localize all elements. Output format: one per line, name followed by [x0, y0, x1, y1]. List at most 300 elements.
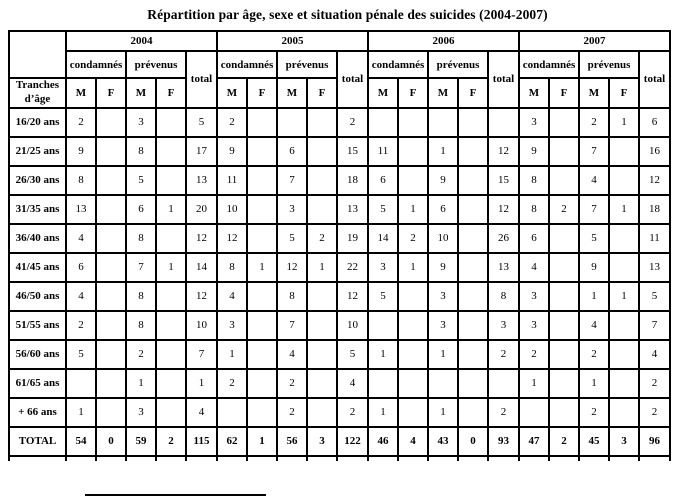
data-cell: 10 [428, 224, 458, 253]
data-cell: 6 [277, 137, 307, 166]
data-cell [307, 369, 337, 398]
table-row [9, 195, 670, 224]
age-row-label: 26/30 ans [9, 166, 66, 195]
data-cell: 9 [579, 253, 609, 282]
data-cell: 18 [639, 195, 670, 224]
data-cell: 2 [66, 108, 96, 137]
data-cell [66, 369, 96, 398]
data-cell [307, 398, 337, 427]
data-cell: 2 [337, 108, 368, 137]
data-cell: 2 [277, 398, 307, 427]
partial-cell [66, 456, 96, 461]
data-cell: 7 [579, 195, 609, 224]
total-row [9, 427, 670, 456]
data-cell: 8 [277, 282, 307, 311]
data-cell [398, 340, 428, 369]
data-cell [398, 311, 428, 340]
year-header: 2006 [368, 31, 519, 51]
page-title: Répartition par âge, sexe et situation pénale des suicides (2004-2007) [147, 7, 548, 22]
data-cell: 5 [639, 282, 670, 311]
year-header: 2004 [66, 31, 217, 51]
data-cell: 4 [217, 282, 247, 311]
data-cell: 1 [609, 195, 639, 224]
data-cell: 7 [186, 340, 217, 369]
data-cell [96, 282, 126, 311]
data-cell: 13 [337, 195, 368, 224]
data-cell [609, 253, 639, 282]
total-cell: 3 [307, 427, 337, 456]
data-cell: 4 [639, 340, 670, 369]
partial-cell [579, 456, 609, 461]
data-cell: 3 [126, 398, 156, 427]
data-cell: 7 [277, 311, 307, 340]
data-cell [247, 195, 277, 224]
data-cell: 2 [549, 195, 579, 224]
data-cell: 1 [66, 398, 96, 427]
data-cell: 2 [579, 398, 609, 427]
total-column-header: total [488, 51, 519, 108]
data-cell: 8 [519, 166, 549, 195]
data-cell: 2 [398, 224, 428, 253]
data-cell: 6 [519, 224, 549, 253]
data-cell: 9 [217, 137, 247, 166]
total-cell: 54 [66, 427, 96, 456]
data-cell [96, 369, 126, 398]
data-cell [458, 195, 488, 224]
data-cell: 13 [66, 195, 96, 224]
data-cell: 13 [488, 253, 519, 282]
data-cell [549, 311, 579, 340]
data-cell [609, 311, 639, 340]
data-cell [458, 398, 488, 427]
data-cell [488, 369, 519, 398]
data-cell: 7 [277, 166, 307, 195]
data-cell [609, 340, 639, 369]
data-cell [458, 166, 488, 195]
data-cell: 11 [217, 166, 247, 195]
data-cell [458, 369, 488, 398]
data-cell: 7 [579, 137, 609, 166]
data-cell [247, 108, 277, 137]
partial-cell [639, 456, 670, 461]
total-cell: 47 [519, 427, 549, 456]
data-cell: 3 [126, 108, 156, 137]
data-cell: 8 [126, 311, 156, 340]
data-cell: 8 [217, 253, 247, 282]
data-cell: 12 [217, 224, 247, 253]
data-cell: 2 [217, 369, 247, 398]
sex-column-header: M [519, 78, 549, 108]
data-cell: 3 [519, 282, 549, 311]
data-cell: 9 [428, 166, 458, 195]
data-cell: 4 [337, 369, 368, 398]
partial-cell [519, 456, 549, 461]
sex-column-header: F [96, 78, 126, 108]
total-cell: 115 [186, 427, 217, 456]
data-cell: 11 [368, 137, 398, 166]
data-cell [549, 253, 579, 282]
data-cell [96, 253, 126, 282]
data-cell [307, 340, 337, 369]
table-row [9, 166, 670, 195]
data-cell [217, 398, 247, 427]
data-cell: 8 [519, 195, 549, 224]
subgroup-header-condamnes: condamnés [66, 51, 126, 78]
data-cell [368, 311, 398, 340]
data-cell: 6 [368, 166, 398, 195]
data-cell: 12 [639, 166, 670, 195]
data-cell [156, 137, 186, 166]
data-cell: 6 [428, 195, 458, 224]
data-cell: 2 [579, 108, 609, 137]
data-cell: 2 [66, 311, 96, 340]
data-cell [458, 224, 488, 253]
data-cell [307, 195, 337, 224]
data-cell [96, 166, 126, 195]
data-cell: 5 [368, 195, 398, 224]
data-cell: 5 [337, 340, 368, 369]
data-cell [307, 108, 337, 137]
data-cell: 6 [126, 195, 156, 224]
data-cell: 17 [186, 137, 217, 166]
data-cell: 8 [126, 224, 156, 253]
table-row [9, 253, 670, 282]
total-cell: 0 [96, 427, 126, 456]
data-cell: 5 [186, 108, 217, 137]
data-cell: 2 [126, 340, 156, 369]
partial-cell [96, 456, 126, 461]
data-cell: 8 [488, 282, 519, 311]
partial-cell [398, 456, 428, 461]
data-cell [156, 282, 186, 311]
data-cell: 4 [579, 311, 609, 340]
data-cell: 14 [186, 253, 217, 282]
data-cell: 5 [66, 340, 96, 369]
data-cell: 4 [579, 166, 609, 195]
data-cell [458, 282, 488, 311]
data-cell: 15 [488, 166, 519, 195]
data-cell [368, 108, 398, 137]
data-cell: 2 [579, 340, 609, 369]
data-cell: 4 [186, 398, 217, 427]
data-cell: 5 [126, 166, 156, 195]
total-cell: 4 [398, 427, 428, 456]
sex-column-header: F [609, 78, 639, 108]
year-header: 2005 [217, 31, 368, 51]
data-cell [277, 108, 307, 137]
total-cell: 2 [549, 427, 579, 456]
total-column-header: total [186, 51, 217, 108]
data-cell [549, 340, 579, 369]
total-cell: 62 [217, 427, 247, 456]
age-row-label: 21/25 ans [9, 137, 66, 166]
data-cell: 7 [126, 253, 156, 282]
data-cell [96, 398, 126, 427]
age-row-label: 61/65 ans [9, 369, 66, 398]
subgroup-header-condamnes: condamnés [368, 51, 428, 78]
data-cell: 12 [277, 253, 307, 282]
data-cell [247, 224, 277, 253]
partial-cell [549, 456, 579, 461]
data-cell: 1 [186, 369, 217, 398]
sex-column-header: F [549, 78, 579, 108]
data-cell: 1 [428, 137, 458, 166]
data-cell [549, 398, 579, 427]
data-cell: 8 [126, 282, 156, 311]
total-cell: 93 [488, 427, 519, 456]
total-cell: 1 [247, 427, 277, 456]
suicides-statistics-table [8, 30, 671, 461]
data-cell: 5 [579, 224, 609, 253]
data-cell: 2 [337, 398, 368, 427]
data-cell [156, 340, 186, 369]
data-cell [609, 137, 639, 166]
data-cell: 3 [488, 311, 519, 340]
data-cell [519, 398, 549, 427]
table-row [9, 311, 670, 340]
sex-column-header: M [217, 78, 247, 108]
data-cell: 11 [639, 224, 670, 253]
table-row [9, 137, 670, 166]
data-cell [549, 282, 579, 311]
data-cell [156, 369, 186, 398]
data-cell: 3 [428, 311, 458, 340]
data-cell [609, 398, 639, 427]
data-cell: 1 [247, 253, 277, 282]
data-cell: 9 [66, 137, 96, 166]
data-cell: 2 [488, 340, 519, 369]
partial-cell [368, 456, 398, 461]
data-cell: 20 [186, 195, 217, 224]
partial-cell [277, 456, 307, 461]
data-cell [247, 137, 277, 166]
sex-column-header: F [458, 78, 488, 108]
sex-column-header: M [579, 78, 609, 108]
data-cell [609, 369, 639, 398]
data-cell: 10 [337, 311, 368, 340]
table-row [9, 369, 670, 398]
data-cell: 1 [519, 369, 549, 398]
age-row-label: 46/50 ans [9, 282, 66, 311]
data-cell: 3 [519, 108, 549, 137]
data-cell: 2 [519, 340, 549, 369]
table-row [9, 282, 670, 311]
data-cell [96, 137, 126, 166]
data-cell [549, 224, 579, 253]
partial-cell [307, 456, 337, 461]
data-cell: 5 [277, 224, 307, 253]
sex-column-header: M [428, 78, 458, 108]
data-cell: 4 [66, 224, 96, 253]
age-row-label: 31/35 ans [9, 195, 66, 224]
subgroup-header-prevenus: prévenus [277, 51, 337, 78]
age-row-label: 16/20 ans [9, 108, 66, 137]
data-cell: 9 [519, 137, 549, 166]
age-row-label: 51/55 ans [9, 311, 66, 340]
table-row [9, 398, 670, 427]
data-cell [428, 108, 458, 137]
data-cell [247, 340, 277, 369]
partial-cell [186, 456, 217, 461]
data-cell: 10 [186, 311, 217, 340]
total-cell: 56 [277, 427, 307, 456]
data-cell: 1 [428, 398, 458, 427]
data-cell: 1 [126, 369, 156, 398]
data-cell: 2 [639, 369, 670, 398]
data-cell [549, 137, 579, 166]
partial-cell [9, 456, 66, 461]
age-row-label: 41/45 ans [9, 253, 66, 282]
data-cell [96, 224, 126, 253]
total-column-header: total [639, 51, 670, 108]
data-cell [609, 166, 639, 195]
data-cell: 7 [639, 311, 670, 340]
data-cell [96, 108, 126, 137]
data-cell: 19 [337, 224, 368, 253]
sex-column-header: M [126, 78, 156, 108]
data-cell [96, 195, 126, 224]
data-cell: 1 [368, 340, 398, 369]
table-row [9, 108, 670, 137]
data-cell [307, 311, 337, 340]
data-cell [549, 369, 579, 398]
data-cell [428, 369, 458, 398]
data-cell: 6 [639, 108, 670, 137]
sex-column-header: M [277, 78, 307, 108]
data-cell: 16 [639, 137, 670, 166]
total-cell: 0 [458, 427, 488, 456]
total-column-header: total [337, 51, 368, 108]
data-cell: 2 [277, 369, 307, 398]
total-cell: 43 [428, 427, 458, 456]
sex-column-header: F [398, 78, 428, 108]
sex-column-header: F [247, 78, 277, 108]
data-cell [398, 398, 428, 427]
data-cell: 1 [609, 282, 639, 311]
data-cell [398, 166, 428, 195]
data-cell [96, 340, 126, 369]
data-cell: 15 [337, 137, 368, 166]
total-cell: 45 [579, 427, 609, 456]
subgroup-header-condamnes: condamnés [217, 51, 277, 78]
data-cell: 3 [519, 311, 549, 340]
data-cell: 1 [579, 282, 609, 311]
data-cell [247, 369, 277, 398]
total-cell: 2 [156, 427, 186, 456]
subgroup-header-condamnes: condamnés [519, 51, 579, 78]
table-row [9, 340, 670, 369]
data-cell: 9 [428, 253, 458, 282]
data-cell: 1 [428, 340, 458, 369]
partial-cell [247, 456, 277, 461]
partial-cell [488, 456, 519, 461]
data-cell: 1 [156, 253, 186, 282]
total-cell: 122 [337, 427, 368, 456]
age-row-label: 56/60 ans [9, 340, 66, 369]
data-cell: 13 [639, 253, 670, 282]
data-cell [549, 166, 579, 195]
data-cell: 8 [126, 137, 156, 166]
data-cell: 1 [398, 253, 428, 282]
data-cell: 14 [368, 224, 398, 253]
data-cell: 6 [66, 253, 96, 282]
data-cell [156, 108, 186, 137]
data-cell [488, 108, 519, 137]
data-cell: 1 [307, 253, 337, 282]
data-cell: 1 [368, 398, 398, 427]
data-cell [398, 137, 428, 166]
data-cell: 3 [217, 311, 247, 340]
age-row-label: + 66 ans [9, 398, 66, 427]
total-cell: 96 [639, 427, 670, 456]
data-cell: 1 [398, 195, 428, 224]
sex-column-header: F [156, 78, 186, 108]
data-cell [549, 108, 579, 137]
data-cell [307, 166, 337, 195]
table-row [9, 224, 670, 253]
data-cell: 8 [66, 166, 96, 195]
sex-column-header: F [307, 78, 337, 108]
data-cell: 12 [488, 195, 519, 224]
data-cell: 12 [186, 282, 217, 311]
data-cell: 3 [368, 253, 398, 282]
data-cell: 1 [156, 195, 186, 224]
data-cell: 2 [307, 224, 337, 253]
data-cell [247, 398, 277, 427]
data-cell [247, 311, 277, 340]
footnote-rule [85, 494, 266, 496]
partial-cell [217, 456, 247, 461]
data-cell [398, 369, 428, 398]
data-cell: 4 [66, 282, 96, 311]
data-cell [307, 137, 337, 166]
data-cell [458, 253, 488, 282]
data-cell: 13 [186, 166, 217, 195]
subgroup-header-prevenus: prévenus [579, 51, 639, 78]
data-cell: 2 [488, 398, 519, 427]
data-cell [156, 398, 186, 427]
data-cell: 12 [488, 137, 519, 166]
data-cell: 10 [217, 195, 247, 224]
data-cell: 1 [609, 108, 639, 137]
blank-corner-cell [9, 31, 66, 78]
data-cell: 2 [217, 108, 247, 137]
total-cell: 3 [609, 427, 639, 456]
partial-cell [428, 456, 458, 461]
data-cell [368, 369, 398, 398]
data-cell: 22 [337, 253, 368, 282]
data-cell [398, 108, 428, 137]
data-cell [458, 311, 488, 340]
data-cell: 3 [428, 282, 458, 311]
data-cell [398, 282, 428, 311]
data-cell [247, 166, 277, 195]
year-header: 2007 [519, 31, 670, 51]
data-cell [458, 340, 488, 369]
data-cell [307, 282, 337, 311]
age-row-label: 36/40 ans [9, 224, 66, 253]
data-cell [96, 311, 126, 340]
partial-cell [126, 456, 156, 461]
data-cell: 18 [337, 166, 368, 195]
sex-column-header: M [368, 78, 398, 108]
total-cell: 59 [126, 427, 156, 456]
data-cell [156, 166, 186, 195]
partial-cell [609, 456, 639, 461]
partial-cell [458, 456, 488, 461]
data-cell [156, 224, 186, 253]
data-cell: 1 [217, 340, 247, 369]
